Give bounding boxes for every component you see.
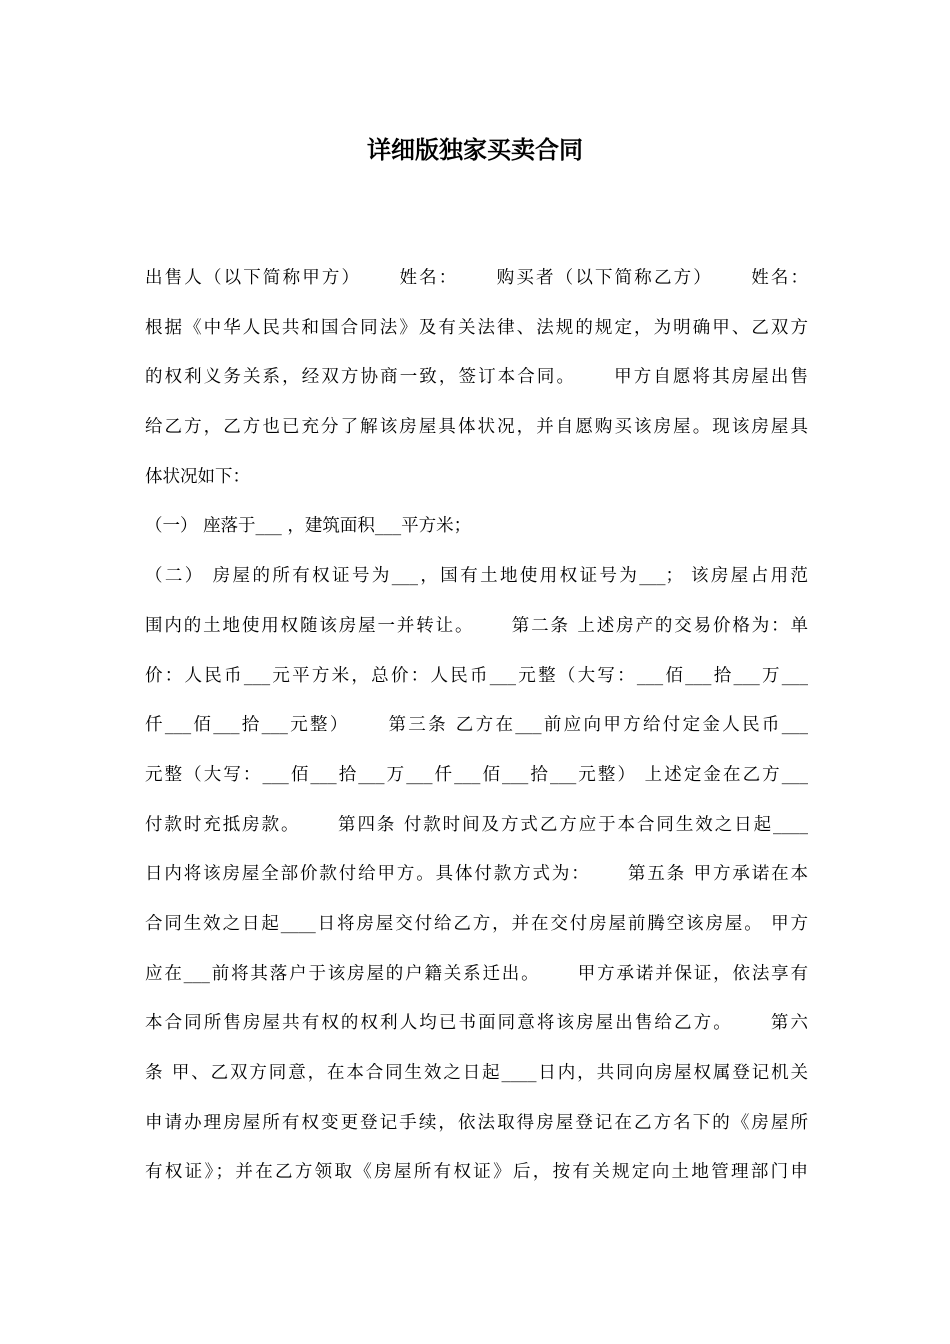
contract-line: 体状况如下： [145,466,250,487]
contract-line: 应在___前将其落户于该房屋的户籍关系迁出。 甲方承诺并保证，依法享有 [145,963,808,984]
contract-line: 有权证》；并在乙方领取《房屋所有权证》后，按有关规定向土地管理部门申 [145,1162,808,1183]
contract-line: 围内的土地使用权随该房屋一并转让。 第二条 上述房产的交易价格为：单 [145,615,808,636]
contract-line: 出售人（以下简称甲方） 姓名： 购买者（以下简称乙方） 姓名： [145,268,808,288]
contract-line: 付款时充抵房款。 第四条 付款时间及方式乙方应于本合同生效之日起____ [145,814,808,835]
contract-line: 的权利义务关系，经双方协商一致，签订本合同。 甲方自愿将其房屋出售 [145,367,808,388]
contract-line: 价：人民币___元平方米，总价：人民币___元整（大写：___佰___拾___万___ [145,665,808,686]
contract-line: 给乙方，乙方也已充分了解该房屋具体状况，并自愿购买该房屋。现该房屋具 [145,417,808,438]
contract-line: 申请办理房屋所有权变更登记手续，依法取得房屋登记在乙方名下的《房屋所 [145,1112,808,1133]
document-title: 详细版独家买卖合同 [367,136,583,164]
contract-line: 合同生效之日起____日将房屋交付给乙方，并在交付房屋前腾空该房屋。 甲方 [145,913,808,934]
contract-line: 日内将该房屋全部价款付给甲方。具体付款方式为： 第五条 甲方承诺在本 [145,864,808,885]
contract-line: 仟___佰___拾___元整） 第三条 乙方在___前应向甲方给付定金人民币___ [145,715,808,736]
contract-line: 根据《中华人民共和国合同法》及有关法律、法规的规定，为明确甲、乙双方 [145,317,808,338]
contract-line: 本合同所售房屋共有权的权利人均已书面同意将该房屋出售给乙方。 第六 [145,1013,808,1034]
contract-line: （一） 座落于___ ，建筑面积___平方米； [145,516,472,537]
contract-line: 条 甲、乙双方同意，在本合同生效之日起____日内，共同向房屋权属登记机关 [145,1063,808,1083]
contract-body [145,254,808,1198]
contract-line: 元整（大写：___佰___拾___万___仟___佰___拾___元整） 上述定金在乙方___ [145,764,808,785]
contract-line: （二） 房屋的所有权证号为___，国有土地使用权证号为___； 该房屋占用范 [145,566,808,587]
